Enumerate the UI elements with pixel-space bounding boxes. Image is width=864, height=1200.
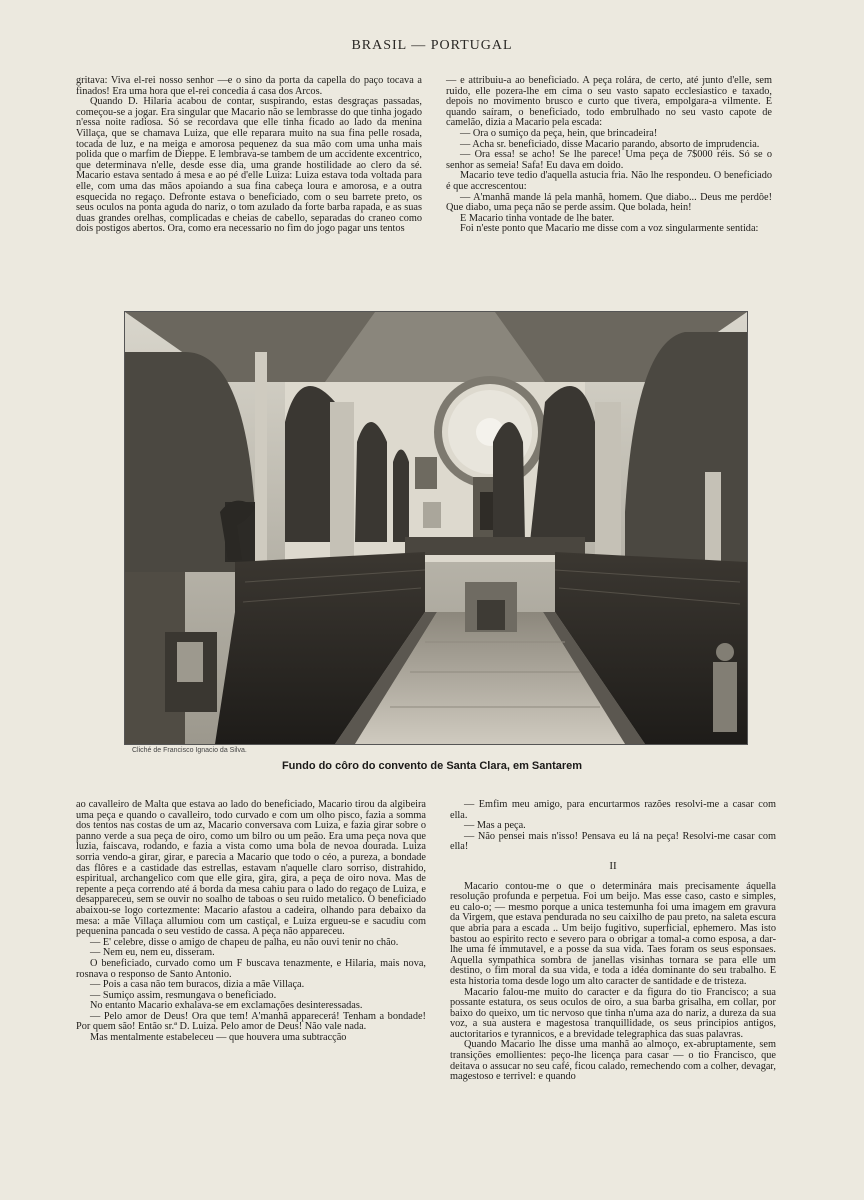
paragraph: Macario teve tedio d'aquella astucia fria. Não lhe respondeu. O beneficiado é que accrescentou:	[446, 170, 772, 192]
paragraph: gritava: Viva el-rei nosso senhor —e o sino da porta da capella do paço tocava a finados! Era uma hora que el-rei concedia á casa dos Arcos.	[76, 75, 422, 97]
paragraph: — Nem eu, nem eu, disseram.	[90, 947, 215, 959]
paragraph: — Ora essa! se acho! Se lhe parece! Uma peça de 7$000 réis. Só se o senhor as semeia! Safa! Eu dava em doido.	[446, 149, 772, 171]
figure-caption: Fundo do côro do convento de Santa Clara, em Santarem	[281, 760, 583, 772]
paragraph: — Não pensei mais n'isso! Pensava eu lá na peça! Resolvi-me casar com ella!	[450, 830, 776, 853]
paragraph: Macario contou-me o que o determinára mais precisamente áquella resolução profunda e perpetua. Foi um beijo. Mas esse caso, casto e simples, eu calo-o; — mesmo porque a unica testemunha foi uma imagem em gravura da Virgem, que estava pendurada no seu caixilho de pau preto, na saleta escura que abria para a escada .. Um beijo fugitivo, superficial, ephemero. Mas isto bastou ao espirito recto e severo para o obrigar a tomal-a como esposa, a dar-lhe uma fé immutavel, e a posse da sua vida. Taes foram os seus esponsaes. Aquella sympathica sombra de janellas visinhas tornara se para elle um destino, o fim moral da sua vida, e toda a idéa dominante do seu trabalho. E esta historia toma desde logo um alto caracter de santidade e de tristeza.	[450, 880, 776, 987]
paragraph: — E' celebre, disse o amigo de chapeu de palha, eu não ouvi tenir no chão.	[90, 936, 399, 948]
paragraph: Quando Macario lhe disse uma manhã ao almoço, ex-abruptamente, sem transições emollientes: peço-lhe licença para casar — o tio Francisco, que deitava o assucar no seu café, ficou calado, remechendo com a colher, devagar, magestoso e terrivel: e quando	[450, 1039, 776, 1083]
paragraph: O beneficiado, curvado como um F buscava tenazmente, e Hilaria, mais nova, rosnava o responso de Santo Antonio.	[76, 957, 426, 980]
paragraph: — Emfim meu amigo, para encurtarmos razões resolvi-me a casar com ella.	[450, 799, 776, 821]
church-interior-illustration	[125, 312, 747, 744]
paragraph: — Acha sr. beneficiado, disse Macario parando, absorto de imprudencia.	[460, 138, 760, 150]
paragraph: ao cavalleiro de Malta que estava ao lado do beneficiado, Macario tirou da algibeira uma peça e quando o cavalleiro, todo curvado e com um olho pisco, fazia a somma dos tentos nas costas de um az, Macario conversava com Luiza, e fazia girar sobre o panno verde a sua peça de oiro, como um bilro ou um peão. Era uma peça nova que luzia, faiscava, rodando, e fazia a vista como uma bola de nevoa dourada. Luiza sorria vendo-a girar, girar, e parecia a Macario que todo o céo, a pureza, a bondade das flôres e a castidade das estrellas, estavam n'aquelle claro sorriso, distrahido, espiritual, archangelico com que elle gira, gira, gira, a peça de oiro nova. Mas de repente a peça correndo até á borda da mesa cahiu para o lado do regaço de Luiza, e desappareceu, sem se ouvir no soalho de taboas o seu ruido metalico. O beneficiado abaixou-se logo cortezmente: Macario afastou a cadeira, olhando para debaixo da mesa: a mãe Villaça allumiou com um castiçal, e Luiza ergueu-se e sacudiu com pequenina pancada o seu vestido de cassa. A peça não appareceu.	[76, 799, 426, 938]
paragraph: — A'manhã mande lá pela manhã, homem. Que diabo... Deus me perdôe! Que diabo, uma peça não se perde assim. Que bolada, hein!	[446, 191, 772, 214]
paragraph: — Pois a casa não tem buracos, dizia a mãe Villaça.	[90, 979, 305, 991]
column-bottom-left	[76, 800, 426, 1044]
section-number: II	[609, 859, 617, 872]
convent-choir-photograph	[125, 312, 747, 744]
paragraph: — Ora o sumiço da peça, hein, que brincadeira!	[460, 127, 658, 139]
paragraph: — Pelo amor de Deus! Ora que tem! A'manhã apparecerá! Tenham a bondade! Por quem são! Então sr.ª D. Luiza. Pelo amor de Deus! Não vale nada.	[76, 1010, 426, 1033]
paragraph: — Mas a peça.	[464, 820, 526, 832]
paragraph: — e attribuiu-a ao beneficiado. A peça rolára, de certo, até junto d'elle, sem ruido, elle pozera-lhe em cima o seu vasto sapato ecclesiastico e taxado, depois no movimento brusco e curto que tivera, empolgara-a vilmente. E quando saíram, o beneficiado, todo embrulhado no seu vasto capote de camelão, dizia a Macario pela escada:	[446, 75, 772, 129]
paragraph: Quando D. Hilaria acabou de contar, suspirando, estas desgraças passadas, começou-se a jogar. Era singular que Macario não se lembrasse do que tinha jogado n'essa noite radiosa. Só se recordava que elle tinha ficado ao lado da menina Villaça, que se chamava Luiza, que elle reparara muito na sua fina pelle rosada, tocada de luz, e na meiga e amorosa pequenez da sua mão com uma unha mais polida que o marfim de Dieppe. E lembrava-se tambem de um accidente excentrico, que determinava n'elle, desde esse dia, uma grande hostilidade ao clero da sé. Macario estava sentado á mesa e ao pé d'elle Luiza: Luiza estava toda voltada para elle, com uma das mãos apoiando a sua fina cabeça loura e amorosa, e a outra esquecida no regaço. Defronte estava o beneficiado, com o seu barrete preto, os seus oculos na ponta aguda do nariz, o tom azulado da forte barba rapada, e as suas duas grandes orelhas, complicadas e cheias de cabello, separadas do craneo como dois postigos abertos. Ora, como era necessario no fim do jogo pagar uns tentos	[76, 96, 422, 235]
column-top-left	[76, 76, 422, 235]
paragraph: No entanto Macario exhalava-se em exclamações desinteressadas.	[90, 1000, 363, 1012]
paragraph: — Sumiço assim, resmungava o beneficiado.	[90, 989, 277, 1001]
column-bottom-right	[450, 800, 776, 1083]
photo-credit: Cliché de Francisco Ignacio da Silva.	[132, 747, 247, 754]
column-top-right	[446, 76, 772, 235]
running-head: BRASIL — PORTUGAL	[351, 38, 513, 53]
paragraph: Macario falou-me muito do caracter e da figura do tio Francisco; a sua possante estatura, os seus oculos de oiro, a sua barba grisalha, em collar, por baixo do queixo, um tic nervoso que tinha n'uma aza do nariz, a dureza da sua voz, a sua austera e magestosa tranquillidade, os seus principios antigos, auctoritarios e tyrannicos, e a brevidade telegraphica das suas palavras.	[450, 986, 776, 1040]
paragraph: Mas mentalmente estabeleceu — que houvera uma subtracção	[90, 1032, 347, 1044]
paragraph: Foi n'este ponto que Macario me disse com a voz singularmente sentida:	[460, 223, 759, 235]
paragraph: E Macario tinha vontade de lhe bater.	[460, 212, 615, 224]
